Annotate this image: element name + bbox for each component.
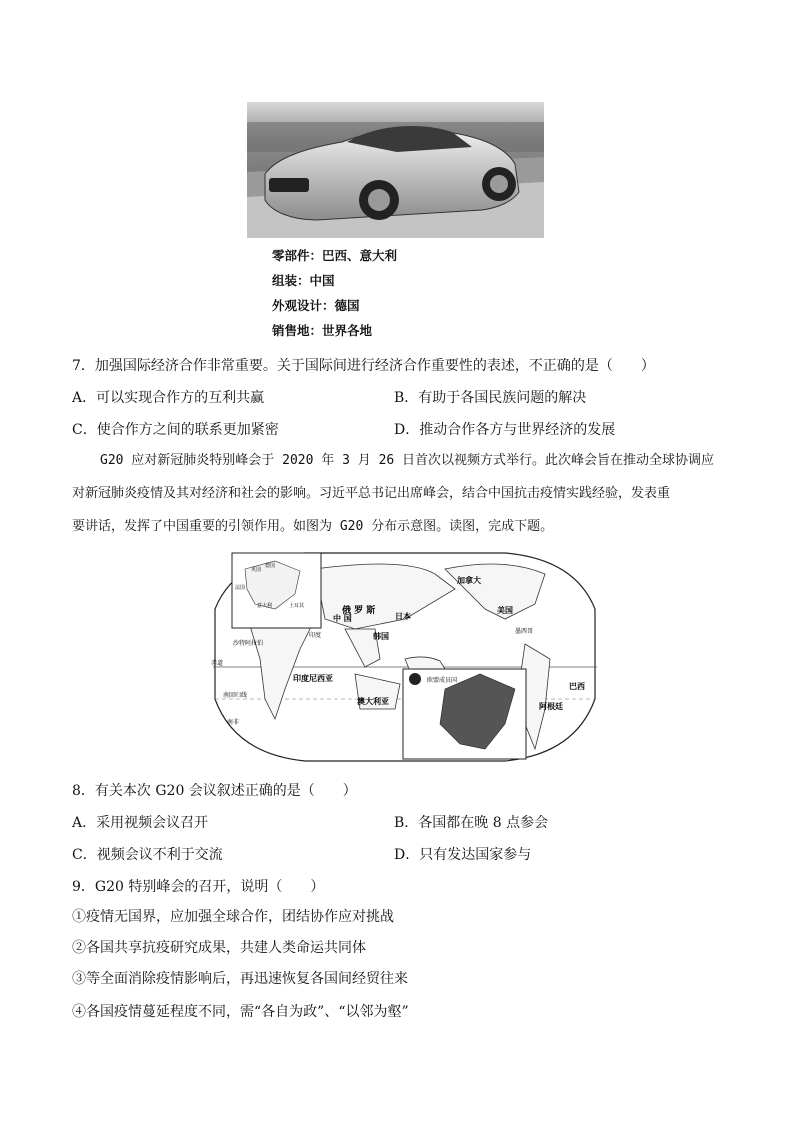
- caption-sales: 销售地：世界各地: [272, 323, 373, 338]
- map-label-france: 法国: [235, 585, 246, 591]
- map-label-turkey: 土耳其: [289, 603, 305, 609]
- map-label-canada: 加拿大: [457, 576, 481, 585]
- svg-text:意大利: [257, 602, 272, 609]
- map-label-tropic: 南回归线: [223, 692, 248, 699]
- q8-stem: 8．有关本次 G20 会议叙述正确的是（ ）: [72, 783, 357, 799]
- q9-option-3[interactable]: ③等全面消除疫情影响后，再迅速恢复各国间经贸往来: [72, 971, 408, 987]
- map-label-brazil: 巴西: [569, 682, 585, 691]
- map-label-saudi: 沙特阿拉伯: [233, 640, 264, 647]
- q8-option-c[interactable]: C．视频会议不利于交流: [72, 847, 223, 863]
- map-label-argentina: 阿根廷: [539, 702, 563, 711]
- map-label-australia: 澳大利亚: [357, 697, 389, 706]
- svg-text:日本: [395, 611, 411, 621]
- map-label-south-africa: 南非: [227, 719, 240, 726]
- caption-parts: 零部件：巴西、意大利: [272, 248, 398, 263]
- q9-option-2[interactable]: ②各国共享抗疫研究成果，共建人类命运共同体: [72, 940, 366, 956]
- q8-option-b[interactable]: B．各国都在晚 8 点参会: [394, 815, 549, 831]
- passage-line-3: 要讲话，发挥了中国重要的引领作用。如图为 G20 分布示意图。读图，完成下题。: [72, 519, 554, 534]
- svg-text:中 国: [333, 613, 352, 623]
- map-label-japan: 日本: [395, 612, 411, 621]
- caption-design: 外观设计：德国: [272, 298, 360, 313]
- caption-assembly: 组装：中国: [272, 273, 335, 288]
- svg-text:印度尼西亚: [293, 673, 333, 683]
- svg-text:阿根廷: [539, 701, 563, 711]
- q7-option-c[interactable]: C．使合作方之间的联系更加紧密: [72, 422, 279, 438]
- map-label-italy: 意大利: [257, 603, 273, 609]
- map-label-indonesia: 印度尼西亚: [293, 674, 333, 683]
- svg-text:赤道: [211, 659, 223, 667]
- q9-stem: 9．G20 特别峰会的召开，说明（ ）: [72, 879, 325, 895]
- svg-text:韩国: [373, 631, 389, 641]
- map-label-eu: 欧盟成员国: [427, 677, 458, 684]
- q7-stem: 7．加强国际经济合作非常重要。关于国际间进行经济合作重要性的表述，不正确的是（ ）: [72, 358, 655, 374]
- svg-text:沙特阿拉伯: [233, 639, 263, 647]
- passage-line-2: 对新冠肺炎疫情及其对经济和社会的影响。习近平总书记出席峰会，结合中国抗击疫情实践经验，发表重: [72, 486, 671, 501]
- g20-world-map: [205, 549, 600, 764]
- q7-option-a[interactable]: A．可以实现合作方的互利共赢: [72, 390, 265, 406]
- map-label-mexico: 墨西哥: [515, 628, 534, 635]
- q8-option-a[interactable]: A．采用视频会议召开: [72, 815, 209, 831]
- q8-option-d[interactable]: D．只有发达国家参与: [394, 847, 532, 863]
- map-label-uk: 英国: [251, 567, 262, 573]
- svg-text:美国: [497, 605, 513, 615]
- map-label-germany: 德国: [265, 563, 276, 569]
- passage-line-1: G20 应对新冠肺炎特别峰会于 2020 年 3 月 26 日首次以视频方式举行。此次峰会旨在推动全球协调应: [100, 453, 715, 468]
- svg-text:英国: [251, 566, 261, 573]
- q9-option-1[interactable]: ①疫情无国界，应加强全球合作，团结协作应对挑战: [72, 909, 394, 925]
- car-photo: [247, 102, 544, 238]
- svg-text:德国: [265, 562, 275, 569]
- map-label-korea: 韩国: [373, 632, 389, 641]
- q7-option-d[interactable]: D．推动合作各方与世界经济的发展: [394, 422, 616, 438]
- map-label-usa: 美国: [497, 606, 513, 615]
- svg-text:印度: [309, 631, 321, 639]
- svg-text:墨西哥: [515, 627, 533, 635]
- svg-text:巴西: [569, 681, 585, 691]
- map-label-china: 中 国: [333, 614, 352, 623]
- svg-text:澳大利亚: [357, 696, 389, 706]
- svg-text:南非: [227, 718, 239, 726]
- svg-text:法国: [235, 584, 245, 591]
- svg-text:欧盟成员国: [427, 676, 457, 684]
- q9-option-4[interactable]: ④各国疫情蔓延程度不同，需“各自为政”、“以邻为壑”: [72, 1004, 409, 1020]
- map-label-india: 印度: [309, 632, 322, 639]
- map-label-equator: 赤道: [211, 660, 224, 667]
- svg-text:土耳其: [289, 602, 305, 609]
- svg-text:南回归线: [223, 691, 247, 699]
- map-label-russia: 俄 罗 斯: [342, 606, 376, 616]
- q7-option-b[interactable]: B．有助于各国民族问题的解决: [394, 390, 587, 406]
- svg-text:加拿大: [456, 575, 481, 585]
